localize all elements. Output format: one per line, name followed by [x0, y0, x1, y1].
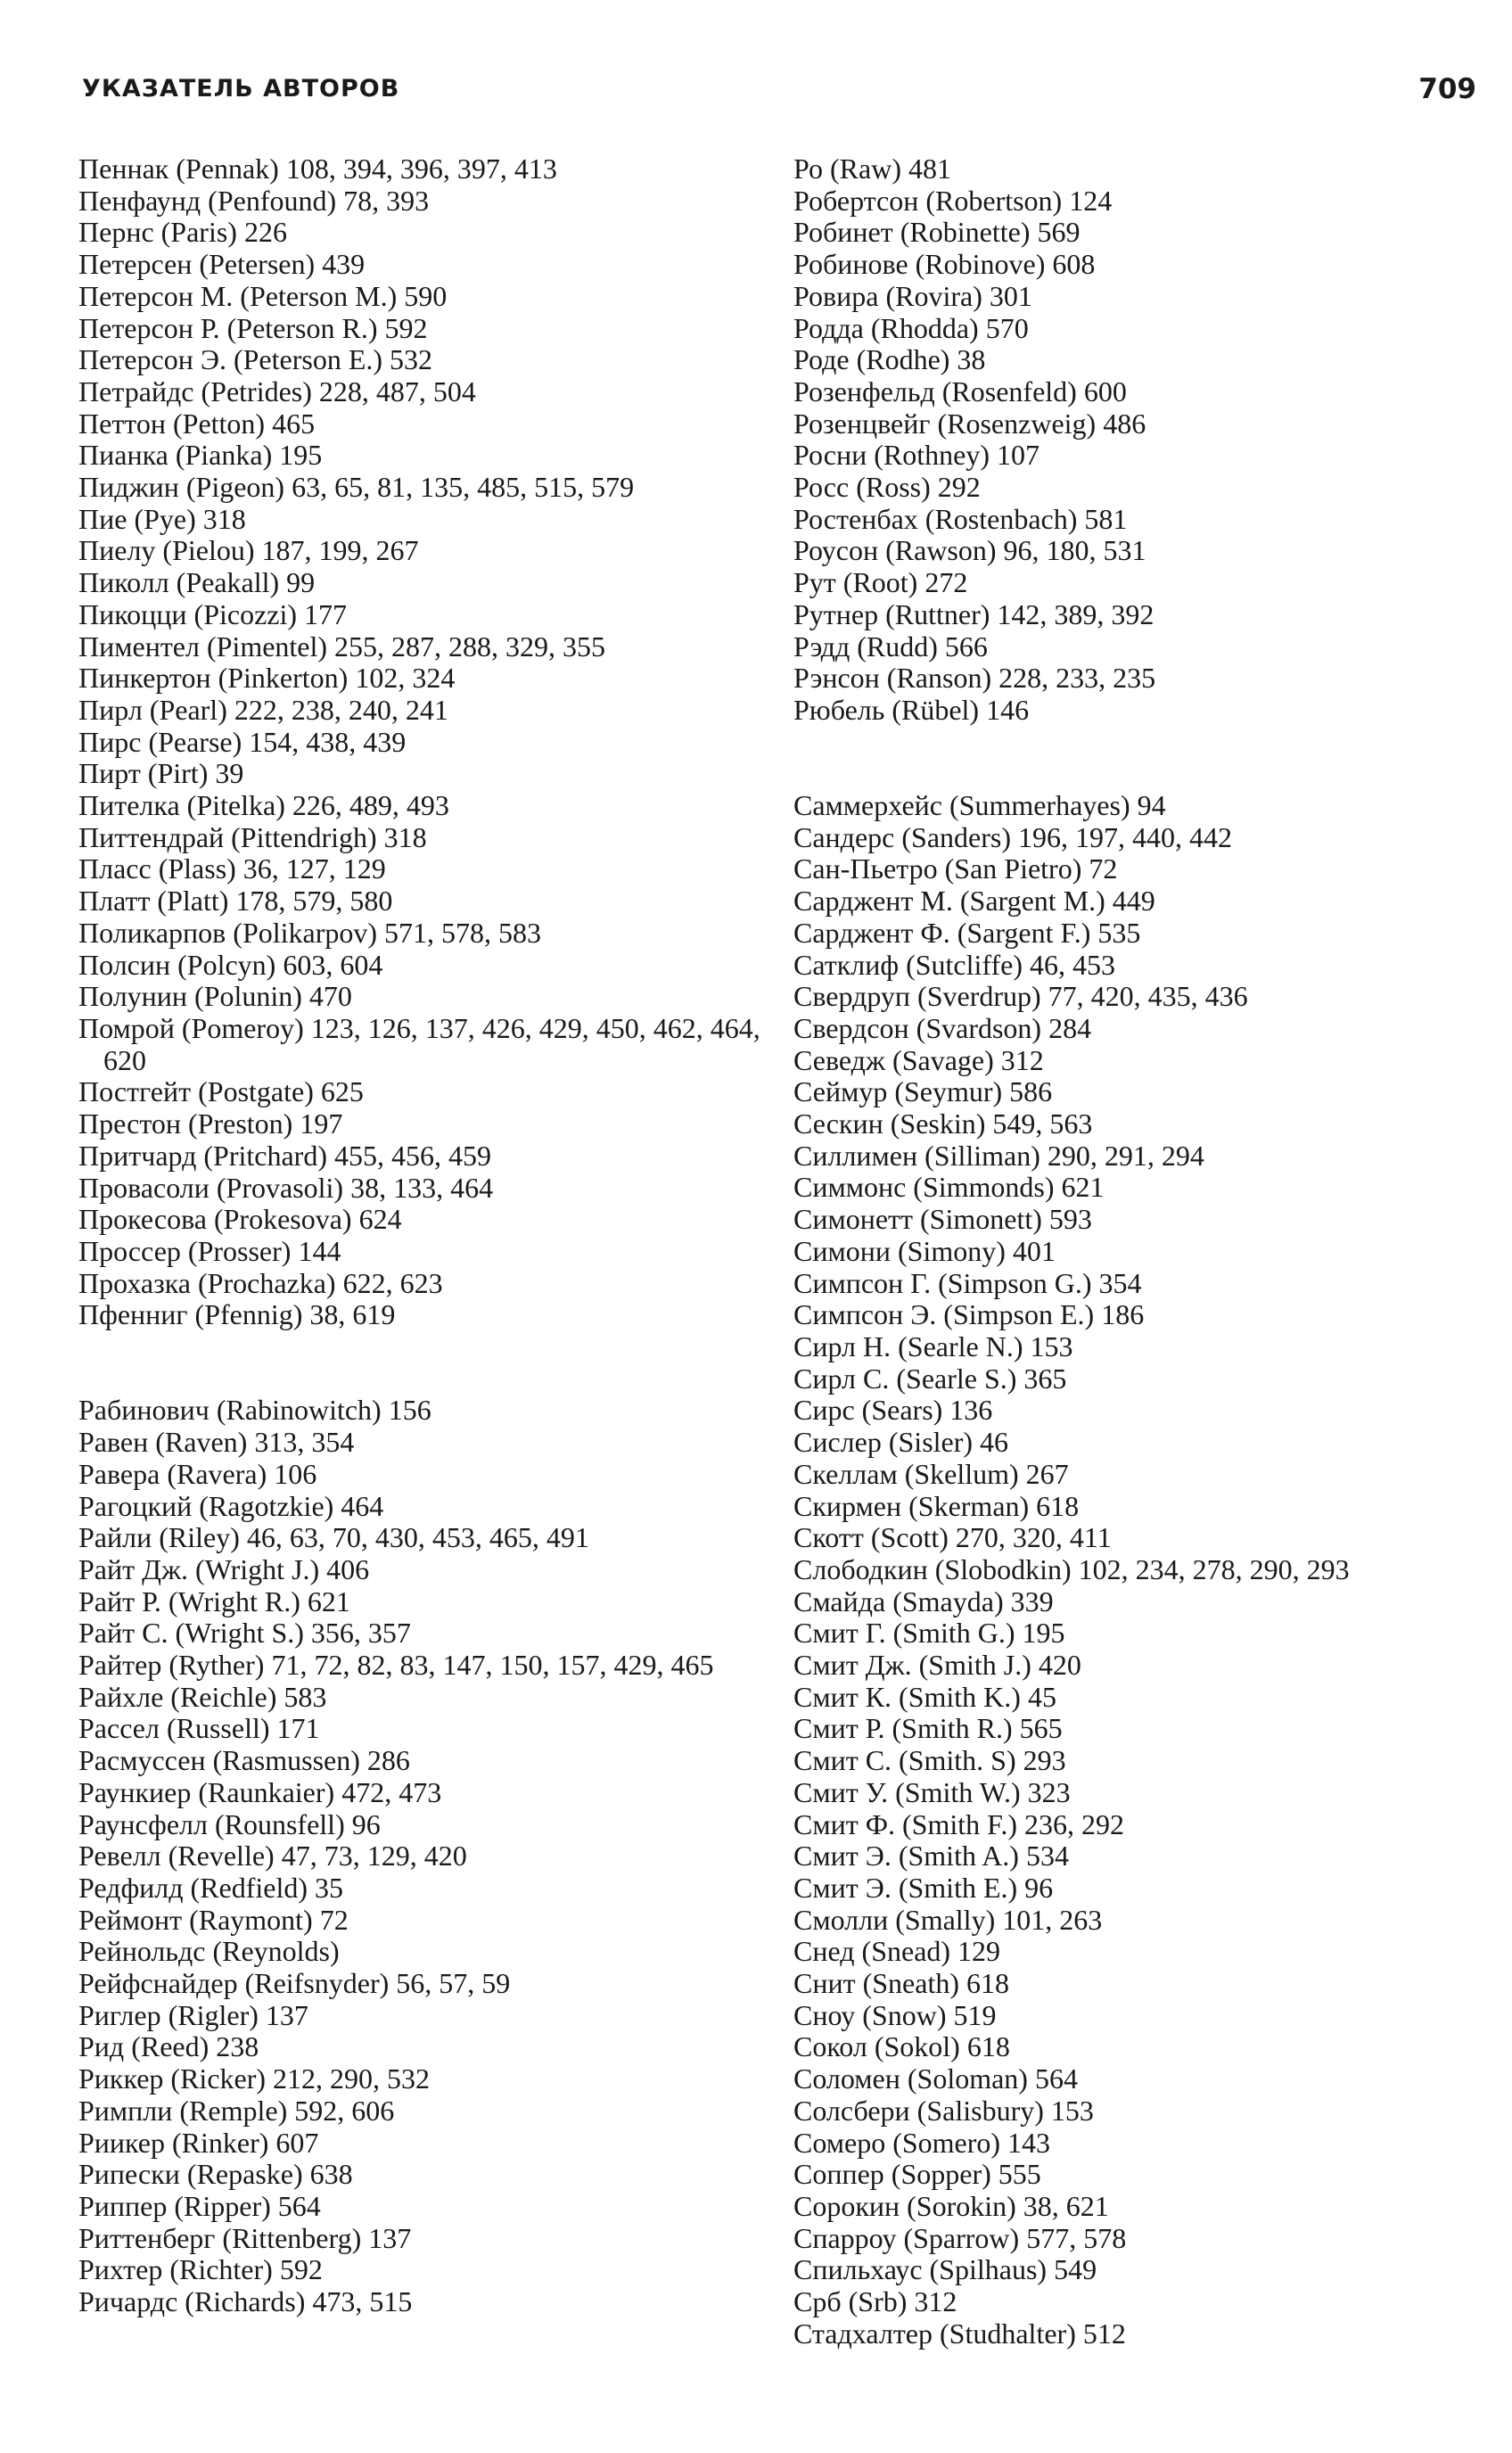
- index-entry: Рипески (Repaske) 638: [78, 2158, 353, 2191]
- index-entry: Петерсен (Petersen) 439: [78, 248, 366, 281]
- index-entry: Смит Ф. (Smith F.) 236, 292: [793, 1807, 1124, 1840]
- index-entry: Райт С. (Wright S.) 356, 357: [78, 1617, 411, 1650]
- index-entry: Пирл (Pearl) 222, 238, 240, 241: [78, 693, 448, 726]
- index-entry: Рагоцкий (Ragotzkie) 464: [78, 1489, 384, 1522]
- index-entry: Скирмен (Skerman) 618: [793, 1489, 1080, 1522]
- index-entry: Проссер (Prosser) 144: [78, 1234, 341, 1267]
- index-entry: Прохазка (Prochazka) 622, 623: [78, 1266, 443, 1299]
- index-entry: Рут (Root) 272: [793, 566, 968, 599]
- index-entry: Пфенниг (Pfennig) 38, 619: [78, 1298, 396, 1331]
- index-entry: Пенфаунд (Penfound) 78, 393: [78, 184, 430, 217]
- index-entry: Смит Р. (Smith R.) 565: [793, 1712, 1063, 1745]
- index-entry: Пикоцци (Picozzi) 177: [78, 597, 348, 630]
- index-entry: Пиколл (Peakall) 99: [78, 566, 316, 599]
- index-entry: Севедж (Savage) 312: [793, 1043, 1044, 1076]
- index-entry: Рид (Reed) 238: [78, 2030, 259, 2063]
- index-entry: Редфилд (Redfield) 35: [78, 1871, 344, 1904]
- index-entry: Росс (Ross) 292: [793, 471, 981, 504]
- index-entry: Пласс (Plass) 36, 127, 129: [78, 852, 386, 885]
- index-entry: Ревелл (Revelle) 47, 73, 129, 420: [78, 1840, 467, 1873]
- index-entry: Ро (Raw) 481: [793, 152, 951, 185]
- index-entry: Рутнер (Ruttner) 142, 389, 392: [793, 597, 1155, 630]
- index-entry: Сирл С. (Searle S.) 365: [793, 1362, 1067, 1395]
- right-column: [793, 153, 1489, 2350]
- index-entry: Пирс (Pearse) 154, 438, 439: [78, 725, 407, 758]
- index-entry: Смит Э. (Smith A.) 534: [793, 1840, 1069, 1873]
- index-entry: Слободкин (Slobodkin) 102, 234, 278, 290, 293: [793, 1552, 1350, 1585]
- index-entry: Постгейт (Postgate) 625: [78, 1075, 364, 1108]
- section-gap: [78, 1331, 765, 1395]
- index-entry: Смит У. (Smith W.) 323: [793, 1775, 1071, 1808]
- index-entry: Симони (Simony) 401: [793, 1234, 1056, 1267]
- index-entry: Силлимен (Silliman) 290, 291, 294: [793, 1139, 1204, 1172]
- index-entry: Сокол (Sokol) 618: [793, 2030, 1010, 2063]
- index-entry: Притчард (Pritchard) 455, 456, 459: [78, 1139, 491, 1172]
- index-entry: Престон (Preston) 197: [78, 1107, 343, 1140]
- index-entry: Сирс (Sears) 136: [793, 1394, 993, 1427]
- index-entry: Пиджин (Pigeon) 63, 65, 81, 135, 485, 515, 579: [78, 471, 635, 504]
- index-entry: Помрой (Pomeroy) 123, 126, 137, 426, 429, 450, 462, 464, 620: [78, 1011, 760, 1076]
- index-entry: Риппер (Ripper) 564: [78, 2189, 321, 2222]
- running-head: УКАЗАТЕЛЬ АВТОРОВ: [82, 75, 400, 103]
- index-entry: Сарджент Ф. (Sargent F.) 535: [793, 916, 1141, 949]
- index-entry: Пирт (Pirt) 39: [78, 757, 244, 790]
- index-entry: Сандерс (Sanders) 196, 197, 440, 442: [793, 820, 1232, 853]
- index-entry: Равера (Ravera) 106: [78, 1457, 317, 1490]
- section-gap: [793, 727, 1489, 790]
- index-entry: Робертсон (Robertson) 124: [793, 184, 1113, 217]
- index-entry: Соломен (Soloman) 564: [793, 2062, 1078, 2095]
- index-entry: Рассел (Russell) 171: [78, 1712, 320, 1745]
- index-entry: Сирл Н. (Searle N.) 153: [793, 1330, 1073, 1362]
- index-entry: Смит Г. (Smith G.) 195: [793, 1617, 1065, 1650]
- index-entry: Петрайдс (Petrides) 228, 487, 504: [78, 375, 476, 407]
- index-entry: Петерсон М. (Peterson M.) 590: [78, 279, 448, 312]
- index-entry: Райт Дж. (Wright J.) 406: [78, 1552, 370, 1585]
- index-entry: Пеннак (Pennak) 108, 394, 396, 397, 413: [78, 152, 557, 185]
- index-entry: Спильхаус (Spilhaus) 549: [793, 2253, 1097, 2286]
- index-entry: Ростенбах (Rostenbach) 581: [793, 502, 1128, 535]
- index-entry: Симпсон Г. (Simpson G.) 354: [793, 1266, 1142, 1299]
- index-entry: Сан-Пьетро (San Pietro) 72: [793, 852, 1118, 885]
- index-entry: Стадхалтер (Studhalter) 512: [793, 2317, 1126, 2350]
- index-entry: Пителка (Pitelka) 226, 489, 493: [78, 789, 449, 822]
- index-entry: Сатклиф (Sutcliffe) 46, 453: [793, 948, 1115, 981]
- index-entry: Скеллам (Skellum) 267: [793, 1457, 1069, 1490]
- index-entry: Ровира (Rovira) 301: [793, 279, 1032, 312]
- index-entry: Райхле (Reichle) 583: [78, 1680, 327, 1713]
- index-entry: Смит Дж. (Smith J.) 420: [793, 1649, 1081, 1682]
- index-entry: Рихтер (Richter) 592: [78, 2253, 323, 2286]
- index-entry: Пинкертон (Pinkerton) 102, 324: [78, 662, 456, 695]
- index-entry: Спарроу (Sparrow) 577, 578: [793, 2221, 1127, 2254]
- index-entry: Солсбери (Salisbury) 153: [793, 2094, 1094, 2127]
- index-entry: Риикер (Rinker) 607: [78, 2126, 319, 2159]
- index-entry: Срб (Srb) 312: [793, 2285, 957, 2318]
- index-entry: Роусон (Rawson) 96, 180, 531: [793, 534, 1146, 567]
- index-entry: Провасоли (Provasoli) 38, 133, 464: [78, 1171, 494, 1204]
- index-entry: Сорокин (Sorokin) 38, 621: [793, 2189, 1109, 2222]
- index-entry: Рюбель (Rübel) 146: [793, 693, 1030, 726]
- index-entry: Райтер (Ryther) 71, 72, 82, 83, 147, 150, 157, 429, 465: [78, 1649, 714, 1682]
- index-entry: Петтон (Petton) 465: [78, 407, 316, 440]
- index-entry: Снед (Snead) 129: [793, 1935, 1001, 1968]
- index-entry: Полунин (Polunin) 470: [78, 980, 352, 1013]
- index-entry: Сескин (Seskin) 549, 563: [793, 1107, 1093, 1140]
- index-entry: Райт Р. (Wright R.) 621: [78, 1585, 350, 1617]
- index-entry: Роде (Rodhe) 38: [793, 343, 986, 376]
- index-entry: Симмонс (Simmonds) 621: [793, 1171, 1105, 1204]
- index-entry: Робинет (Robinette) 569: [793, 216, 1081, 249]
- index-entry: Платт (Platt) 178, 579, 580: [78, 885, 393, 918]
- index-entry: Рэнсон (Ranson) 228, 233, 235: [793, 662, 1156, 695]
- index-entry: Снит (Sneath) 618: [793, 1967, 1009, 2000]
- index-entry: Петерсон Э. (Peterson E.) 532: [78, 343, 433, 376]
- index-entry: Сноу (Snow) 519: [793, 1998, 997, 2031]
- index-entry: Свердруп (Sverdrup) 77, 420, 435, 436: [793, 980, 1248, 1013]
- index-entry: Смит Э. (Smith E.) 96: [793, 1871, 1054, 1904]
- index-entry: Поликарпов (Polikarpov) 571, 578, 583: [78, 916, 542, 949]
- index-entry: Раунсфелл (Rounsfell) 96: [78, 1807, 381, 1840]
- index-entry: Розенфельд (Rosenfeld) 600: [793, 375, 1127, 407]
- index-entry: Полсин (Polcyn) 603, 604: [78, 948, 383, 981]
- index-entry: Смолли (Smally) 101, 263: [793, 1903, 1103, 1936]
- index-entry: Пие (Pye) 318: [78, 502, 246, 535]
- index-entry: Рэдд (Rudd) 566: [793, 630, 988, 663]
- index-entry: Розенцвейг (Rosenzweig) 486: [793, 407, 1146, 440]
- index-entry: Сарджент М. (Sargent M.) 449: [793, 885, 1155, 918]
- index-entry: Рабинович (Rabinowitch) 156: [78, 1394, 431, 1427]
- index-entry: Риглер (Rigler) 137: [78, 1998, 308, 2031]
- index-entry: Робинове (Robinove) 608: [793, 248, 1096, 281]
- index-entry: Раункиер (Raunkaier) 472, 473: [78, 1775, 442, 1808]
- index-entry: Росни (Rothney) 107: [793, 439, 1040, 472]
- index-entry: Пернс (Paris) 226: [78, 216, 287, 249]
- index-entry: Ричардс (Richards) 473, 515: [78, 2285, 413, 2318]
- index-entry: Прокесова (Prokesova) 624: [78, 1203, 402, 1236]
- index-entry: Родда (Rhodda) 570: [793, 311, 1029, 344]
- index-entry: Равен (Raven) 313, 354: [78, 1426, 355, 1459]
- index-entry: Симонетт (Simonett) 593: [793, 1203, 1092, 1236]
- index-entry: Расмуссен (Rasmussen) 286: [78, 1744, 410, 1777]
- index-entry: Сислер (Sisler) 46: [793, 1426, 1009, 1459]
- index-entry: Римпли (Remple) 592, 606: [78, 2094, 395, 2127]
- index-entry: Саммерхейс (Summerhayes) 94: [793, 789, 1166, 822]
- index-entry: Скотт (Scott) 270, 320, 411: [793, 1521, 1112, 1554]
- index-entry: Смит С. (Smith. S) 293: [793, 1744, 1066, 1777]
- index-entry: Рейнольдс (Reynolds): [78, 1935, 340, 1968]
- index-entry: Петерсон Р. (Peterson R.) 592: [78, 311, 428, 344]
- index-entry: Симпсон Э. (Simpson E.) 186: [793, 1298, 1145, 1331]
- index-entry: Пиелу (Pielou) 187, 199, 267: [78, 534, 419, 567]
- index-entry: Реймонт (Raymont) 72: [78, 1903, 349, 1936]
- index-entry: Пианка (Pianka) 195: [78, 439, 323, 472]
- index-entry: Риккер (Ricker) 212, 290, 532: [78, 2062, 431, 2095]
- index-entry: Пиментел (Pimentel) 255, 287, 288, 329, 355: [78, 630, 606, 663]
- index-entry: Райли (Riley) 46, 63, 70, 430, 453, 465, 491: [78, 1521, 589, 1554]
- index-entry: Смит К. (Smith K.) 45: [793, 1680, 1056, 1713]
- page-number: 709: [1418, 73, 1476, 105]
- index-entry: Сеймур (Seymur) 586: [793, 1075, 1053, 1108]
- index-entry: Свердсон (Svardson) 284: [793, 1011, 1092, 1044]
- index-entry: Сомеро (Somero) 143: [793, 2126, 1051, 2159]
- index-entry: Соппер (Sopper) 555: [793, 2158, 1041, 2191]
- index-entry: Рейфснайдер (Reifsnyder) 56, 57, 59: [78, 1967, 511, 2000]
- index-entry: Риттенберг (Rittenberg) 137: [78, 2221, 412, 2254]
- index-entry: Питтендрай (Pittendrigh) 318: [78, 820, 427, 853]
- left-column: [78, 153, 765, 2318]
- index-entry: Смайда (Smayda) 339: [793, 1585, 1054, 1617]
